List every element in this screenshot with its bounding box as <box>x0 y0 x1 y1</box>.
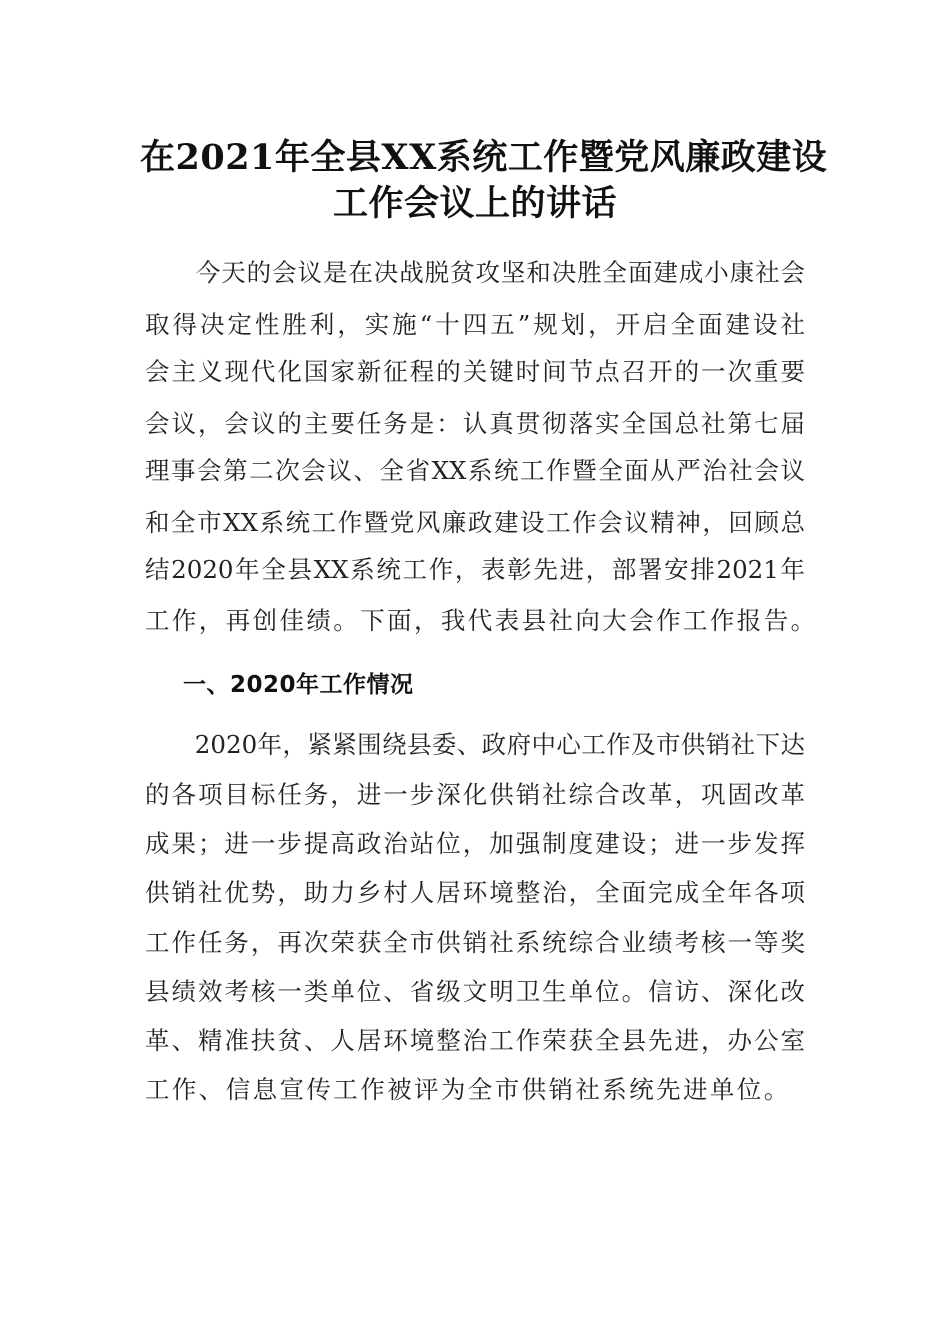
intro-paragraph-line: 今天的会议是在决战脱贫攻坚和决胜全面建成小康社会 <box>145 258 805 287</box>
section-paragraph-line: 供销社优势，助力乡村人居环境整治，全面完成全年各项 <box>145 878 805 907</box>
intro-paragraph-line: 理事会第二次会议、全省XX系统工作暨全面从严治社会议 <box>145 456 805 485</box>
document-title-line-2: 工作会议上的讲话 <box>332 183 617 224</box>
section-paragraph-line: 工作、信息宣传工作被评为全市供销社系统先进单位。 <box>145 1075 791 1104</box>
intro-paragraph-line: 会主义现代化国家新征程的关键时间节点召开的一次重要 <box>145 357 805 386</box>
intro-paragraph-line: 工作，再创佳绩。下面，我代表县社向大会作工作报告。 <box>145 606 818 635</box>
intro-paragraph-line: 结2020年全县XX系统工作，表彰先进，部署安排2021年 <box>145 555 805 584</box>
document-title-line-1: 在2021年全县XX系统工作暨党风廉政建设 <box>140 137 828 178</box>
section-paragraph-line: 成果；进一步提高政治站位，加强制度建设；进一步发挥 <box>145 829 805 858</box>
intro-paragraph-line: 和全市XX系统工作暨党风廉政建设工作会议精神，回顾总 <box>145 508 805 537</box>
section-heading: 一、2020年工作情况 <box>183 672 414 698</box>
section-paragraph-line: 2020年，紧紧围绕县委、政府中心工作及市供销社下达 <box>145 730 805 759</box>
section-paragraph-line: 的各项目标任务，进一步深化供销社综合改革，巩固改革 <box>145 780 805 809</box>
intro-paragraph-line: 取得决定性胜利，实施“十四五”规划，开启全面建设社 <box>145 310 805 339</box>
section-paragraph-line: 革、精准扶贫、人居环境整治工作荣获全县先进，办公室 <box>145 1026 805 1055</box>
intro-paragraph-line: 会议，会议的主要任务是：认真贯彻落实全国总社第七届 <box>145 409 805 438</box>
section-paragraph-line: 县绩效考核一类单位、省级文明卫生单位。信访、深化改 <box>145 977 805 1006</box>
section-paragraph-line: 工作任务，再次荣获全市供销社系统综合业绩考核一等奖 <box>145 928 805 957</box>
